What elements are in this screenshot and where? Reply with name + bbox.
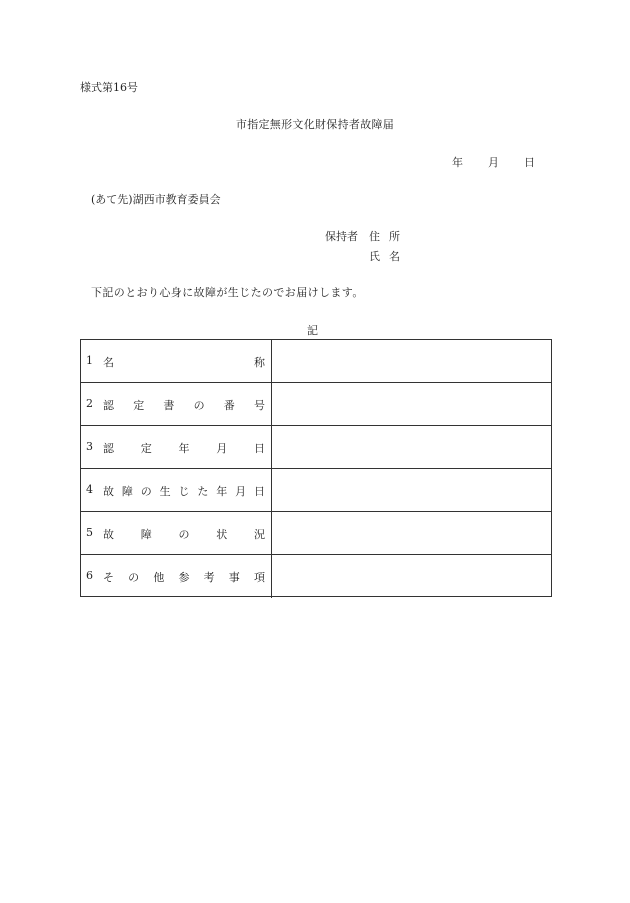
item-number: 1	[86, 354, 93, 367]
form-number: 様式第16号	[80, 81, 138, 94]
holder-name-row	[325, 250, 409, 270]
item-label: 認 定 書 の 番 号	[103, 399, 265, 412]
item-value-field[interactable]	[272, 555, 551, 598]
item-number: 6	[86, 569, 93, 582]
table-row	[81, 469, 551, 512]
items-table	[80, 339, 552, 597]
item-label-cell	[81, 383, 272, 425]
item-label: 故 障 の 生 じ た 年 月 日	[103, 485, 265, 498]
table-row	[81, 340, 551, 383]
holder-label: 保持者	[325, 230, 358, 243]
item-value-field[interactable]	[272, 512, 551, 554]
date-year-label: 年	[452, 156, 463, 169]
date-month-label: 月	[488, 156, 499, 169]
item-label-cell	[81, 469, 272, 511]
table-row	[81, 555, 551, 598]
document-title: 市指定無形文化財保持者故障届	[235, 118, 395, 131]
item-value-field[interactable]	[272, 383, 551, 425]
item-label: 認 定 年 月 日	[103, 442, 265, 455]
item-value-field[interactable]	[272, 426, 551, 468]
table-row	[81, 512, 551, 555]
item-number: 2	[86, 397, 93, 410]
item-number: 3	[86, 440, 93, 453]
item-label-cell	[81, 512, 272, 554]
item-number: 5	[86, 526, 93, 539]
item-label-cell	[81, 426, 272, 468]
item-value-field[interactable]	[272, 340, 551, 382]
table-row	[81, 426, 551, 469]
item-number: 4	[86, 483, 93, 496]
item-label-cell	[81, 555, 272, 598]
note-heading: 記	[307, 324, 318, 337]
statement-text: 下記のとおり心身に故障が生じたのでお届けします。	[91, 286, 364, 299]
address-label: 住所	[369, 230, 409, 243]
item-label: そ の 他 参 考 事 項	[103, 571, 265, 584]
item-label-cell	[81, 340, 272, 382]
name-label: 氏名	[369, 250, 409, 263]
date-line	[452, 156, 535, 170]
holder-block	[325, 230, 409, 270]
holder-address-row	[325, 230, 409, 250]
item-label: 名 称	[103, 356, 265, 369]
addressee: (あて先)湖西市教育委員会	[91, 193, 221, 206]
item-value-field[interactable]	[272, 469, 551, 511]
item-label: 故 障 の 状 況	[103, 528, 265, 541]
table-row	[81, 383, 551, 426]
date-day-label: 日	[524, 156, 535, 169]
